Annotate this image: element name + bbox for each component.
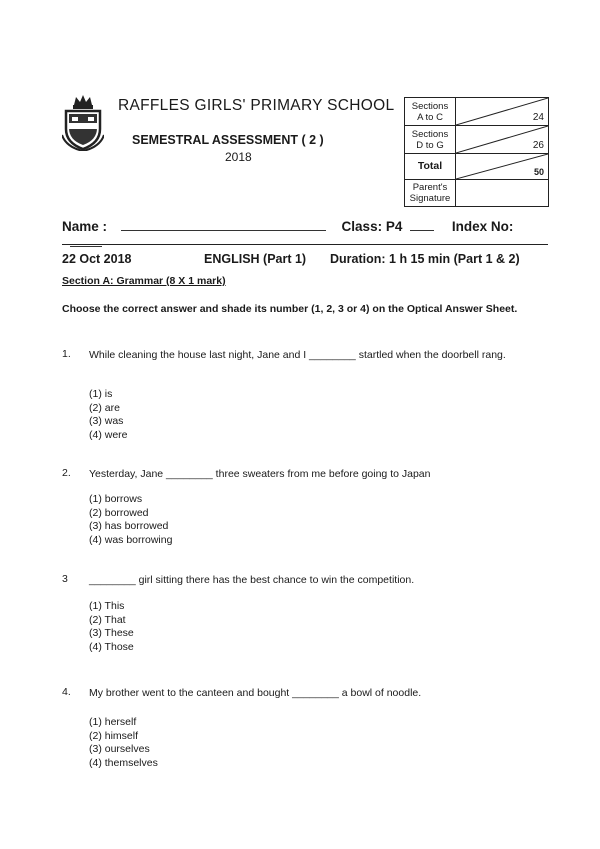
option-item: (1) herself — [89, 716, 137, 728]
option-item: (4) was borrowing — [89, 533, 173, 546]
exam-date: 22 Oct 2018 — [62, 252, 132, 266]
section-title: Section A: Grammar (8 X 1 mark) — [62, 275, 226, 287]
name-label: Name : — [62, 219, 108, 234]
school-crest-icon — [62, 95, 104, 151]
marks-score: 26 — [532, 140, 544, 151]
option-list — [89, 716, 158, 770]
exam-info-row — [62, 252, 552, 266]
option-list — [89, 493, 172, 547]
question-number: 3 — [62, 573, 68, 585]
assessment-title: SEMESTRAL ASSESSMENT ( 2 ) — [132, 133, 324, 147]
class-field[interactable] — [410, 218, 434, 231]
option-item: (2) are — [89, 401, 120, 414]
question-number: 2. — [62, 467, 71, 479]
option-item: (1) is — [89, 388, 113, 400]
question-text: Yesterday, Jane ________ three sweaters from me before going to Japan — [89, 468, 431, 480]
option-item: (3) These — [89, 627, 134, 639]
option-list — [89, 388, 128, 442]
marks-label — [405, 154, 456, 180]
index-label: Index No: — [451, 219, 514, 234]
question-number: 4. — [62, 686, 71, 698]
marks-label-line: A to C — [417, 111, 443, 123]
section-instructions: Choose the correct answer and shade its number (1, 2, 3 or 4) on the Optical Answer Sheet. — [62, 303, 518, 315]
marks-row — [405, 154, 549, 180]
marks-row — [405, 126, 549, 154]
marks-label — [405, 126, 456, 154]
header-divider — [62, 244, 548, 245]
option-item: (3) has borrowed — [89, 520, 169, 532]
marks-score-cell — [456, 126, 549, 154]
marks-row — [405, 180, 549, 207]
option-item: (2) That — [89, 613, 126, 626]
option-item: (2) himself — [89, 729, 139, 742]
option-item: (4) themselves — [89, 756, 158, 769]
question-number: 1. — [62, 348, 71, 360]
student-details-row — [62, 218, 552, 250]
marks-label — [405, 98, 456, 126]
marks-label-line: Total — [417, 160, 443, 172]
option-list — [89, 600, 134, 654]
class-label: Class: P4 — [341, 219, 403, 234]
option-item: (4) were — [89, 428, 128, 441]
marks-label-line: D to G — [416, 139, 444, 151]
option-item: (1) This — [89, 600, 125, 612]
option-item: (1) borrows — [89, 493, 143, 505]
parent-signature-cell[interactable] — [456, 180, 549, 207]
marks-label-line: Sections — [411, 100, 449, 112]
index-field[interactable] — [70, 234, 102, 247]
marks-label — [405, 180, 456, 207]
assessment-year: 2018 — [225, 150, 252, 164]
marks-label-line: Parent's — [412, 182, 448, 193]
question-text: My brother went to the canteen and bought ________ a bowl of noodle. — [89, 687, 422, 699]
marks-score: 50 — [533, 167, 544, 177]
school-name: RAFFLES GIRLS' PRIMARY SCHOOL — [118, 97, 395, 114]
marks-score-cell — [456, 154, 549, 180]
exam-subject: ENGLISH (Part 1) — [204, 252, 307, 266]
exam-duration: Duration: 1 h 15 min (Part 1 & 2) — [330, 252, 520, 266]
option-item: (3) was — [89, 415, 124, 427]
marks-row — [405, 98, 549, 126]
option-item: (4) Those — [89, 640, 134, 653]
name-field[interactable] — [121, 218, 326, 231]
marks-label-line: Sections — [411, 128, 449, 140]
marks-score: 24 — [532, 112, 544, 123]
option-item: (2) borrowed — [89, 506, 149, 519]
question-text: ________ girl sitting there has the best chance to win the competition. — [89, 574, 415, 586]
marks-label-line: Signature — [409, 193, 451, 204]
marks-table — [404, 97, 549, 207]
marks-score-cell — [456, 98, 549, 126]
option-item: (3) ourselves — [89, 743, 150, 755]
question-text: While cleaning the house last night, Jane and I ________ startled when the doorbell rang. — [89, 349, 506, 361]
